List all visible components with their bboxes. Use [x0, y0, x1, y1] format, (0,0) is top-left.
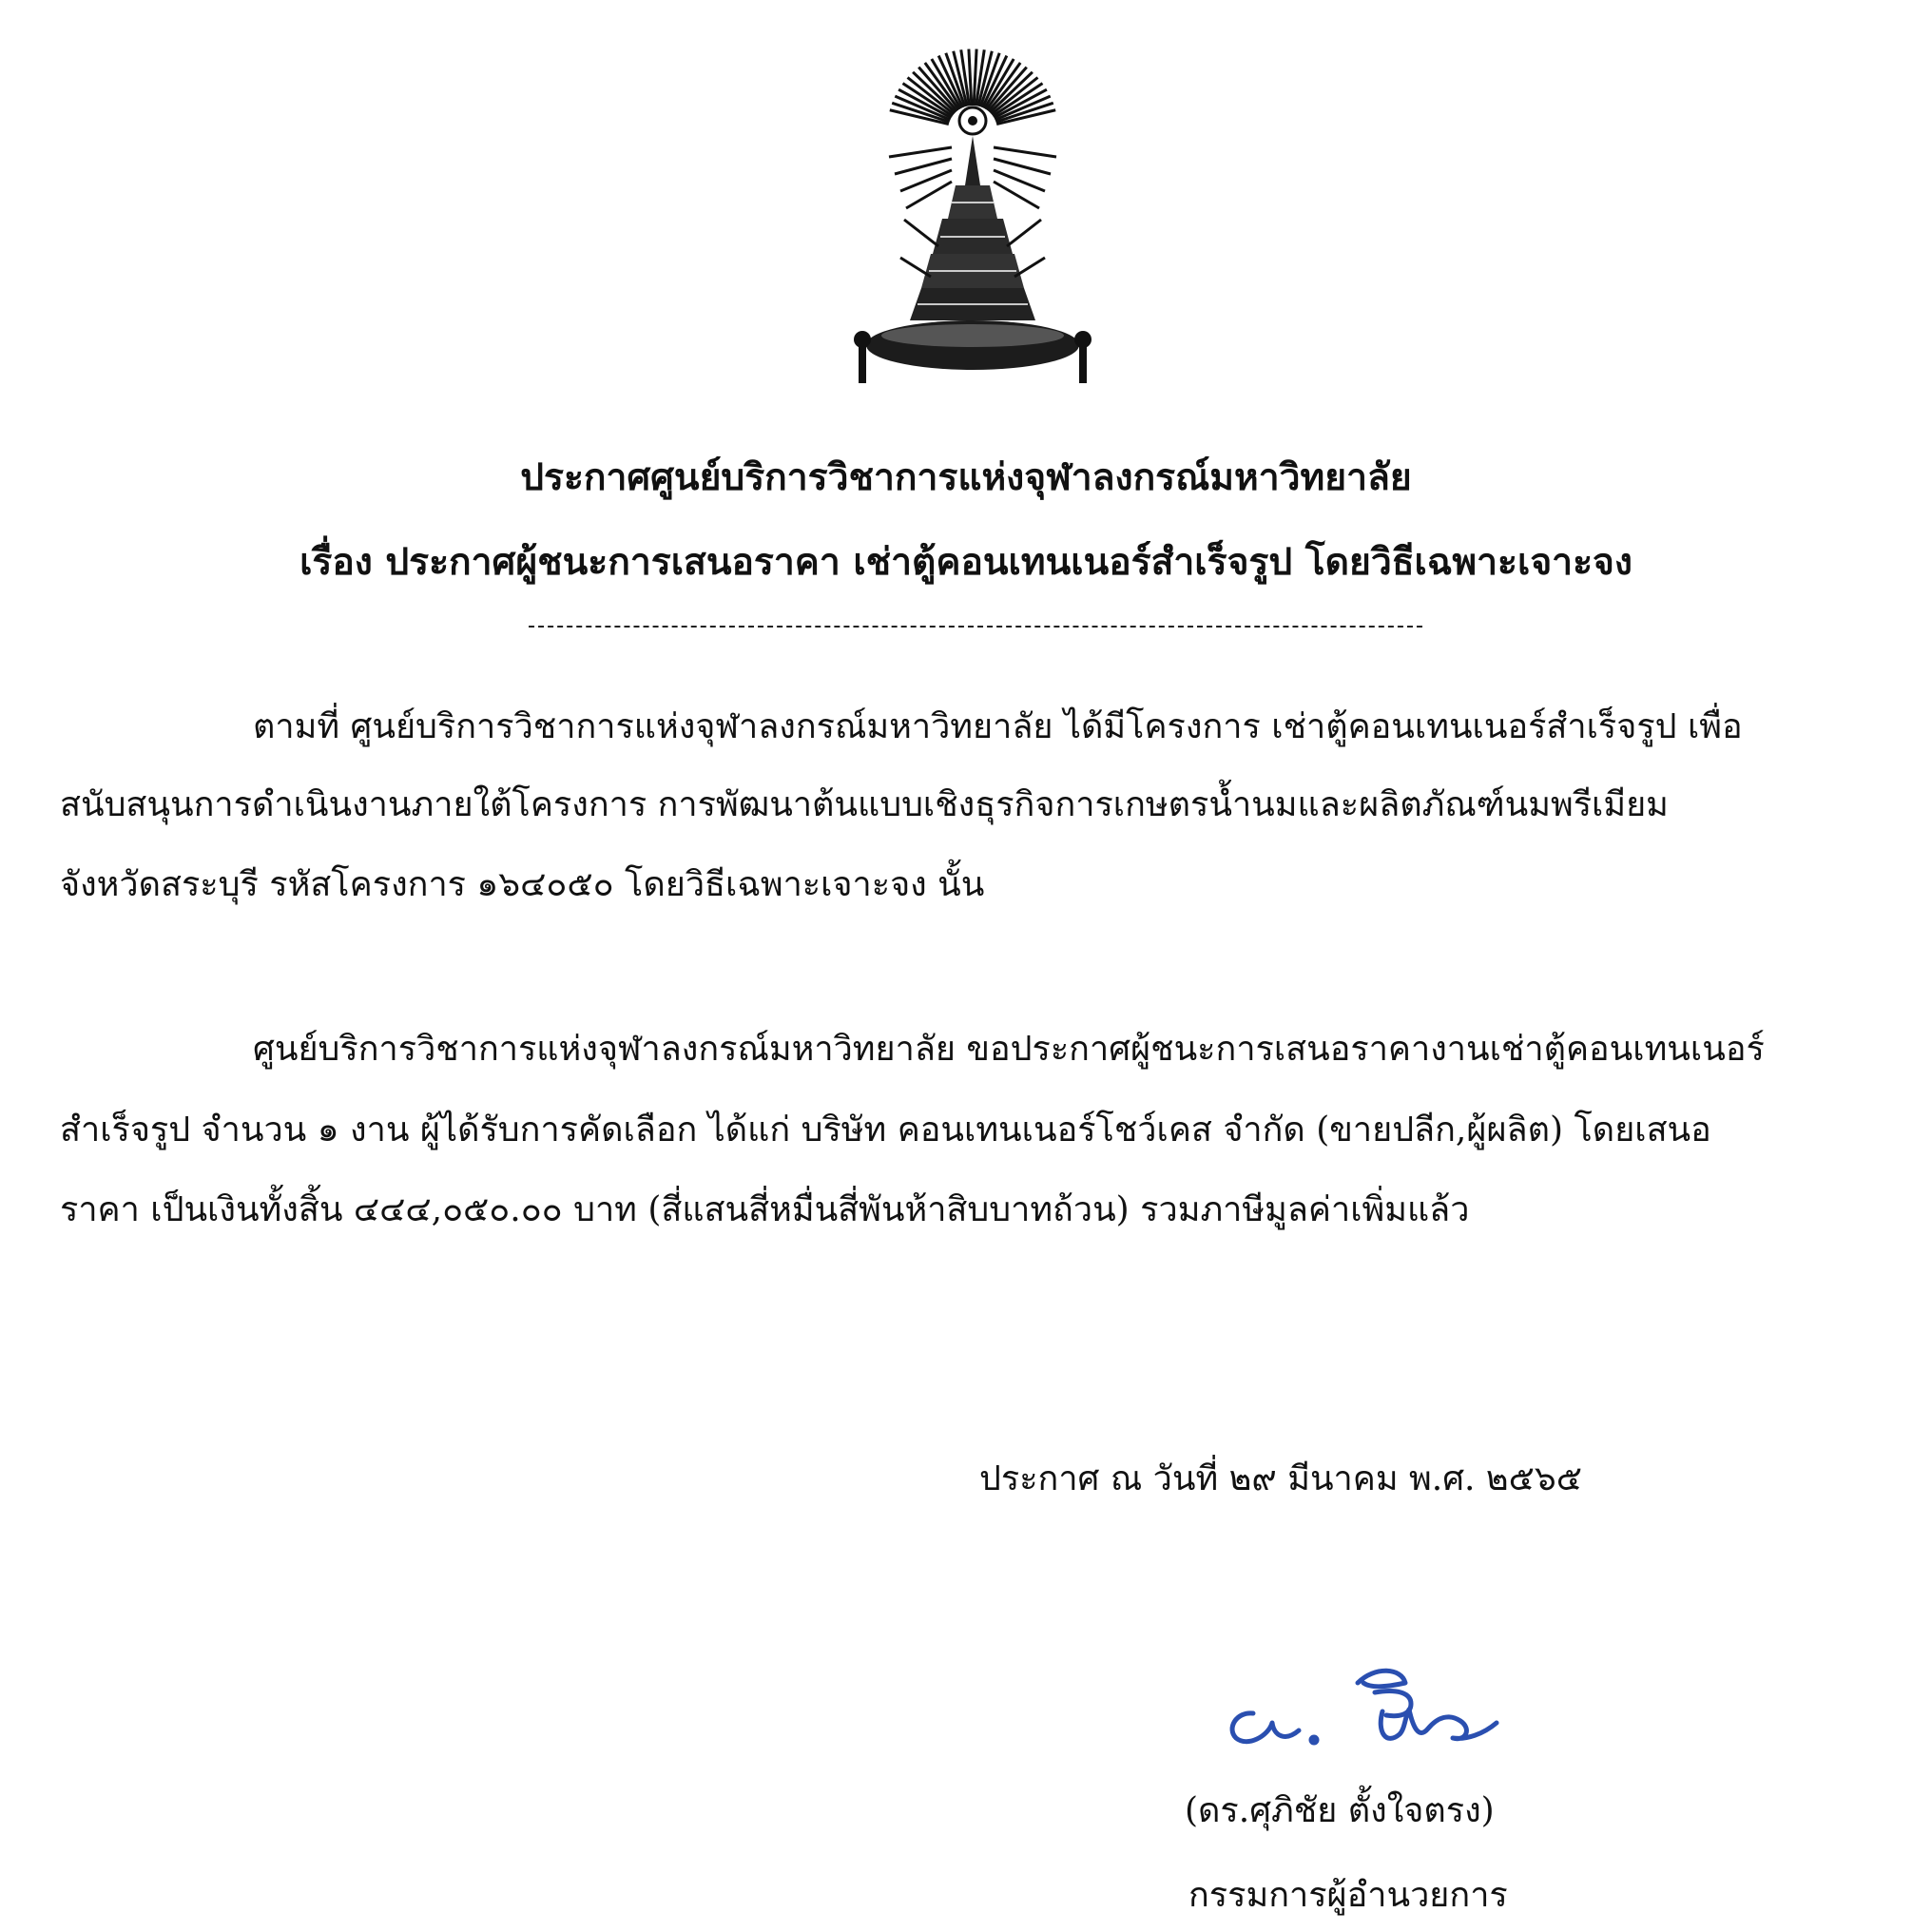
paragraph-2-line-2: สำเร็จรูป จำนวน ๑ งาน ผู้ได้รับการคัดเลือก ได้แก่ บริษัท คอนเทนเนอร์โชว์เคส จำกัด (ขายปลีก,ผู้ผลิต) โดยเสนอ — [60, 1111, 1711, 1150]
signer-position: กรรมการผู้อำนวยการ — [1188, 1876, 1508, 1915]
paragraph-2-line-3: ราคา เป็นเงินทั้งสิ้น ๔๔๔,๐๕๐.๐๐ บาท (สี่แสนสี่หมื่นสี่พันห้าสิบบาทถ้วน) รวมภาษีมูลค่าเพิ่มแล้ว — [60, 1190, 1470, 1229]
university-emblem-icon — [849, 43, 1096, 404]
dashed-divider — [529, 626, 1422, 628]
document-subject: เรื่อง ประกาศผู้ชนะการเสนอราคา เช่าตู้คอนเทนเนอร์สำเร็จรูป โดยวิธีเฉพาะเจาะจง — [299, 540, 1633, 584]
paragraph-1-line-2: สนับสนุนการดำเนินงานภายใต้โครงการ การพัฒนาต้นแบบเชิงธุรกิจการเกษตรน้ำนมและผลิตภัณฑ์นมพรีเมียม — [60, 785, 1669, 824]
announcement-date: ประกาศ ณ วันที่ ๒๙ มีนาคม พ.ศ. ๒๕๖๕ — [979, 1459, 1583, 1498]
document-title: ประกาศศูนย์บริการวิชาการแห่งจุฬาลงกรณ์มหาวิทยาลัย — [520, 455, 1412, 499]
paragraph-1-line-3: จังหวัดสระบุรี รหัสโครงการ ๑๖๔๐๕๐ โดยวิธีเฉพาะเจาะจง นั้น — [60, 865, 985, 904]
signer-name: (ดร.ศุภิชัย ตั้งใจตรง) — [1185, 1791, 1495, 1830]
paragraph-1-line-1: ตามที่ ศูนย์บริการวิชาการแห่งจุฬาลงกรณ์มหาวิทยาลัย ได้มีโครงการ เช่าตู้คอนเทนเนอร์สำเร็จรูป เพื่อ — [253, 707, 1743, 746]
handwritten-signature — [1215, 1654, 1529, 1759]
paragraph-2-line-1: ศูนย์บริการวิชาการแห่งจุฬาลงกรณ์มหาวิทยาลัย ขอประกาศผู้ชนะการเสนอราคางานเช่าตู้คอนเทนเนอร์ — [253, 1030, 1765, 1069]
